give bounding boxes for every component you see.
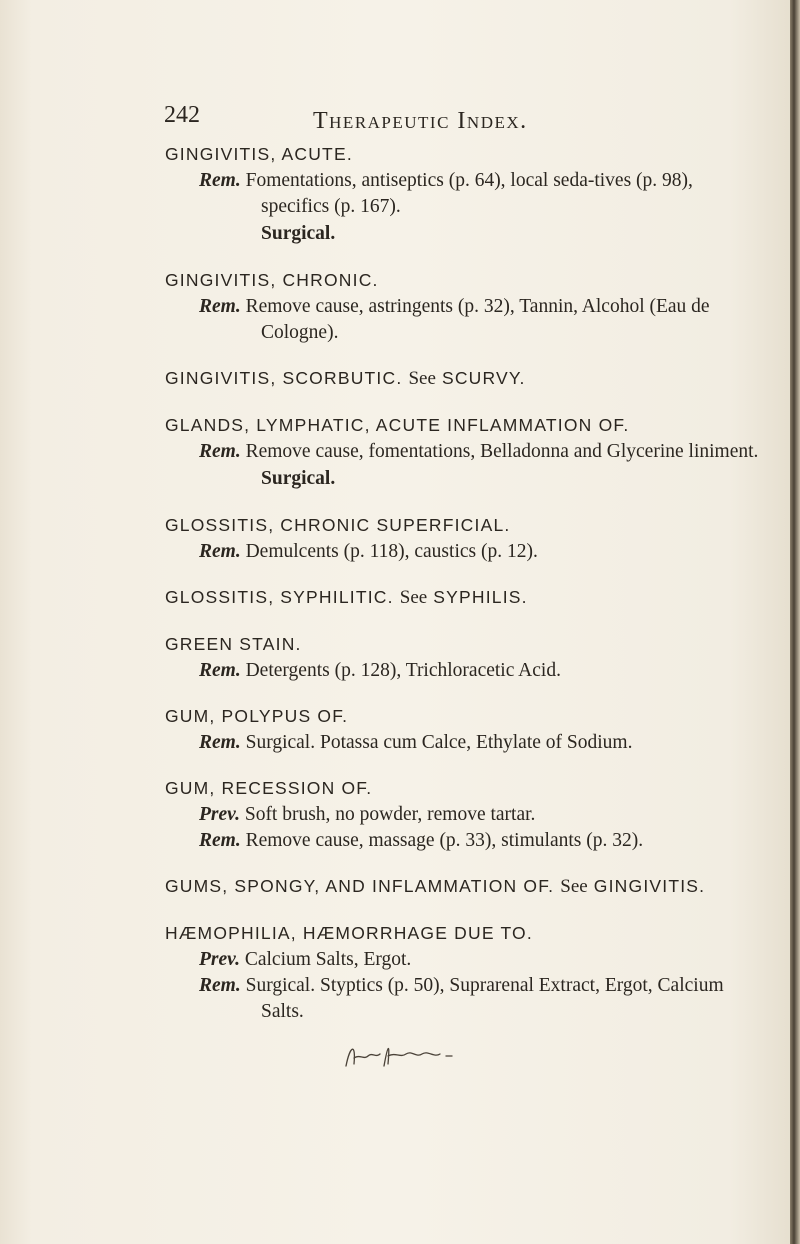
entry-heading: HÆMOPHILIA, HÆMORRHAGE DUE TO. [165, 923, 533, 943]
entry-label: Rem. [199, 441, 241, 462]
entry-heading [165, 364, 765, 393]
entry-label: Rem. [199, 296, 241, 317]
entry-text: Demulcents (p. 118), caustics (p. 12). [245, 541, 538, 562]
see-target: GINGIVITIS. [593, 876, 706, 896]
see-word: See [399, 587, 428, 608]
entry-text: Remove cause, astringents (p. 32), Tannin, Alcohol (Eau de Cologne). [245, 296, 710, 343]
entry-line [199, 730, 765, 756]
entry-line [199, 658, 765, 684]
entry-heading: GUM, RECESSION OF. [165, 778, 373, 798]
running-head: Therapeutic Index. [313, 108, 528, 134]
entry-line [199, 294, 765, 346]
entry-line [199, 973, 765, 1025]
see-word: See [408, 368, 436, 389]
index-content [165, 140, 765, 1043]
see-target: SCURVY. [441, 368, 526, 388]
entry-heading: GUM, POLYPUS OF. [165, 706, 349, 726]
page-edge-shadow [790, 0, 800, 1244]
entry-label: Prev. [199, 804, 240, 825]
entry-surgical: Surgical. [261, 223, 336, 244]
entry-heading-text: GUMS, SPONGY, AND INFLAMMATION OF. [165, 876, 555, 896]
handwritten-signature [342, 1036, 462, 1076]
index-entry [165, 919, 765, 1025]
entry-surgical: Surgical. [261, 468, 336, 489]
entry-line [199, 828, 765, 854]
entry-text: Detergents (p. 128), Trichloracetic Acid. [245, 660, 561, 681]
entry-text: Soft brush, no powder, remove tartar. [244, 804, 536, 825]
index-entry [165, 266, 765, 346]
entry-text: Calcium Salts, Ergot. [244, 949, 412, 970]
index-entry [165, 774, 765, 854]
entry-line [199, 802, 765, 828]
entry-line [199, 539, 765, 565]
index-entry [165, 411, 765, 493]
entry-text: Remove cause, fomentations, Belladonna and Glycerine liniment. [245, 441, 759, 462]
entry-label: Rem. [199, 541, 241, 562]
entry-label: Rem. [199, 975, 241, 996]
see-target: SYPHILIS. [433, 587, 528, 607]
page-header [0, 96, 792, 136]
index-entry [165, 511, 765, 565]
index-entry [165, 140, 765, 248]
index-entry [165, 872, 765, 901]
index-entry [165, 364, 765, 393]
entry-heading-text: GINGIVITIS, SCORBUTIC. [165, 368, 403, 388]
index-entry [165, 702, 765, 756]
entry-line [199, 168, 765, 220]
entry-text: Remove cause, massage (p. 33), stimulants (p. 32). [245, 830, 644, 851]
entry-heading: GREEN STAIN. [165, 634, 302, 654]
entry-label: Rem. [199, 830, 241, 851]
entry-label: Prev. [199, 949, 240, 970]
entry-label: Rem. [199, 170, 241, 191]
entry-heading: GINGIVITIS, CHRONIC. [165, 270, 379, 290]
entry-heading: GLOSSITIS, CHRONIC SUPERFICIAL. [165, 515, 511, 535]
entry-heading [165, 872, 765, 901]
entry-heading: GLANDS, LYMPHATIC, ACUTE INFLAMMATION OF. [165, 415, 630, 435]
see-word: See [560, 876, 588, 897]
entry-text: Fomentations, antiseptics (p. 64), local seda-tives (p. 98), specifics (p. 167). [245, 170, 693, 217]
entry-label: Rem. [199, 732, 241, 753]
entry-heading: GINGIVITIS, ACUTE. [165, 144, 353, 164]
index-entry [165, 583, 765, 612]
entry-line [199, 947, 765, 973]
entry-text: Surgical. Potassa cum Calce, Ethylate of Sodium. [245, 732, 633, 753]
index-entry [165, 630, 765, 684]
entry-label: Rem. [199, 660, 241, 681]
entry-heading-text: GLOSSITIS, SYPHILITIC. [165, 587, 394, 607]
entry-heading [165, 583, 765, 612]
page-number: 242 [164, 102, 200, 128]
entry-line [199, 439, 765, 465]
entry-text: Surgical. Styptics (p. 50), Suprarenal Extract, Ergot, Calcium Salts. [245, 975, 724, 1022]
